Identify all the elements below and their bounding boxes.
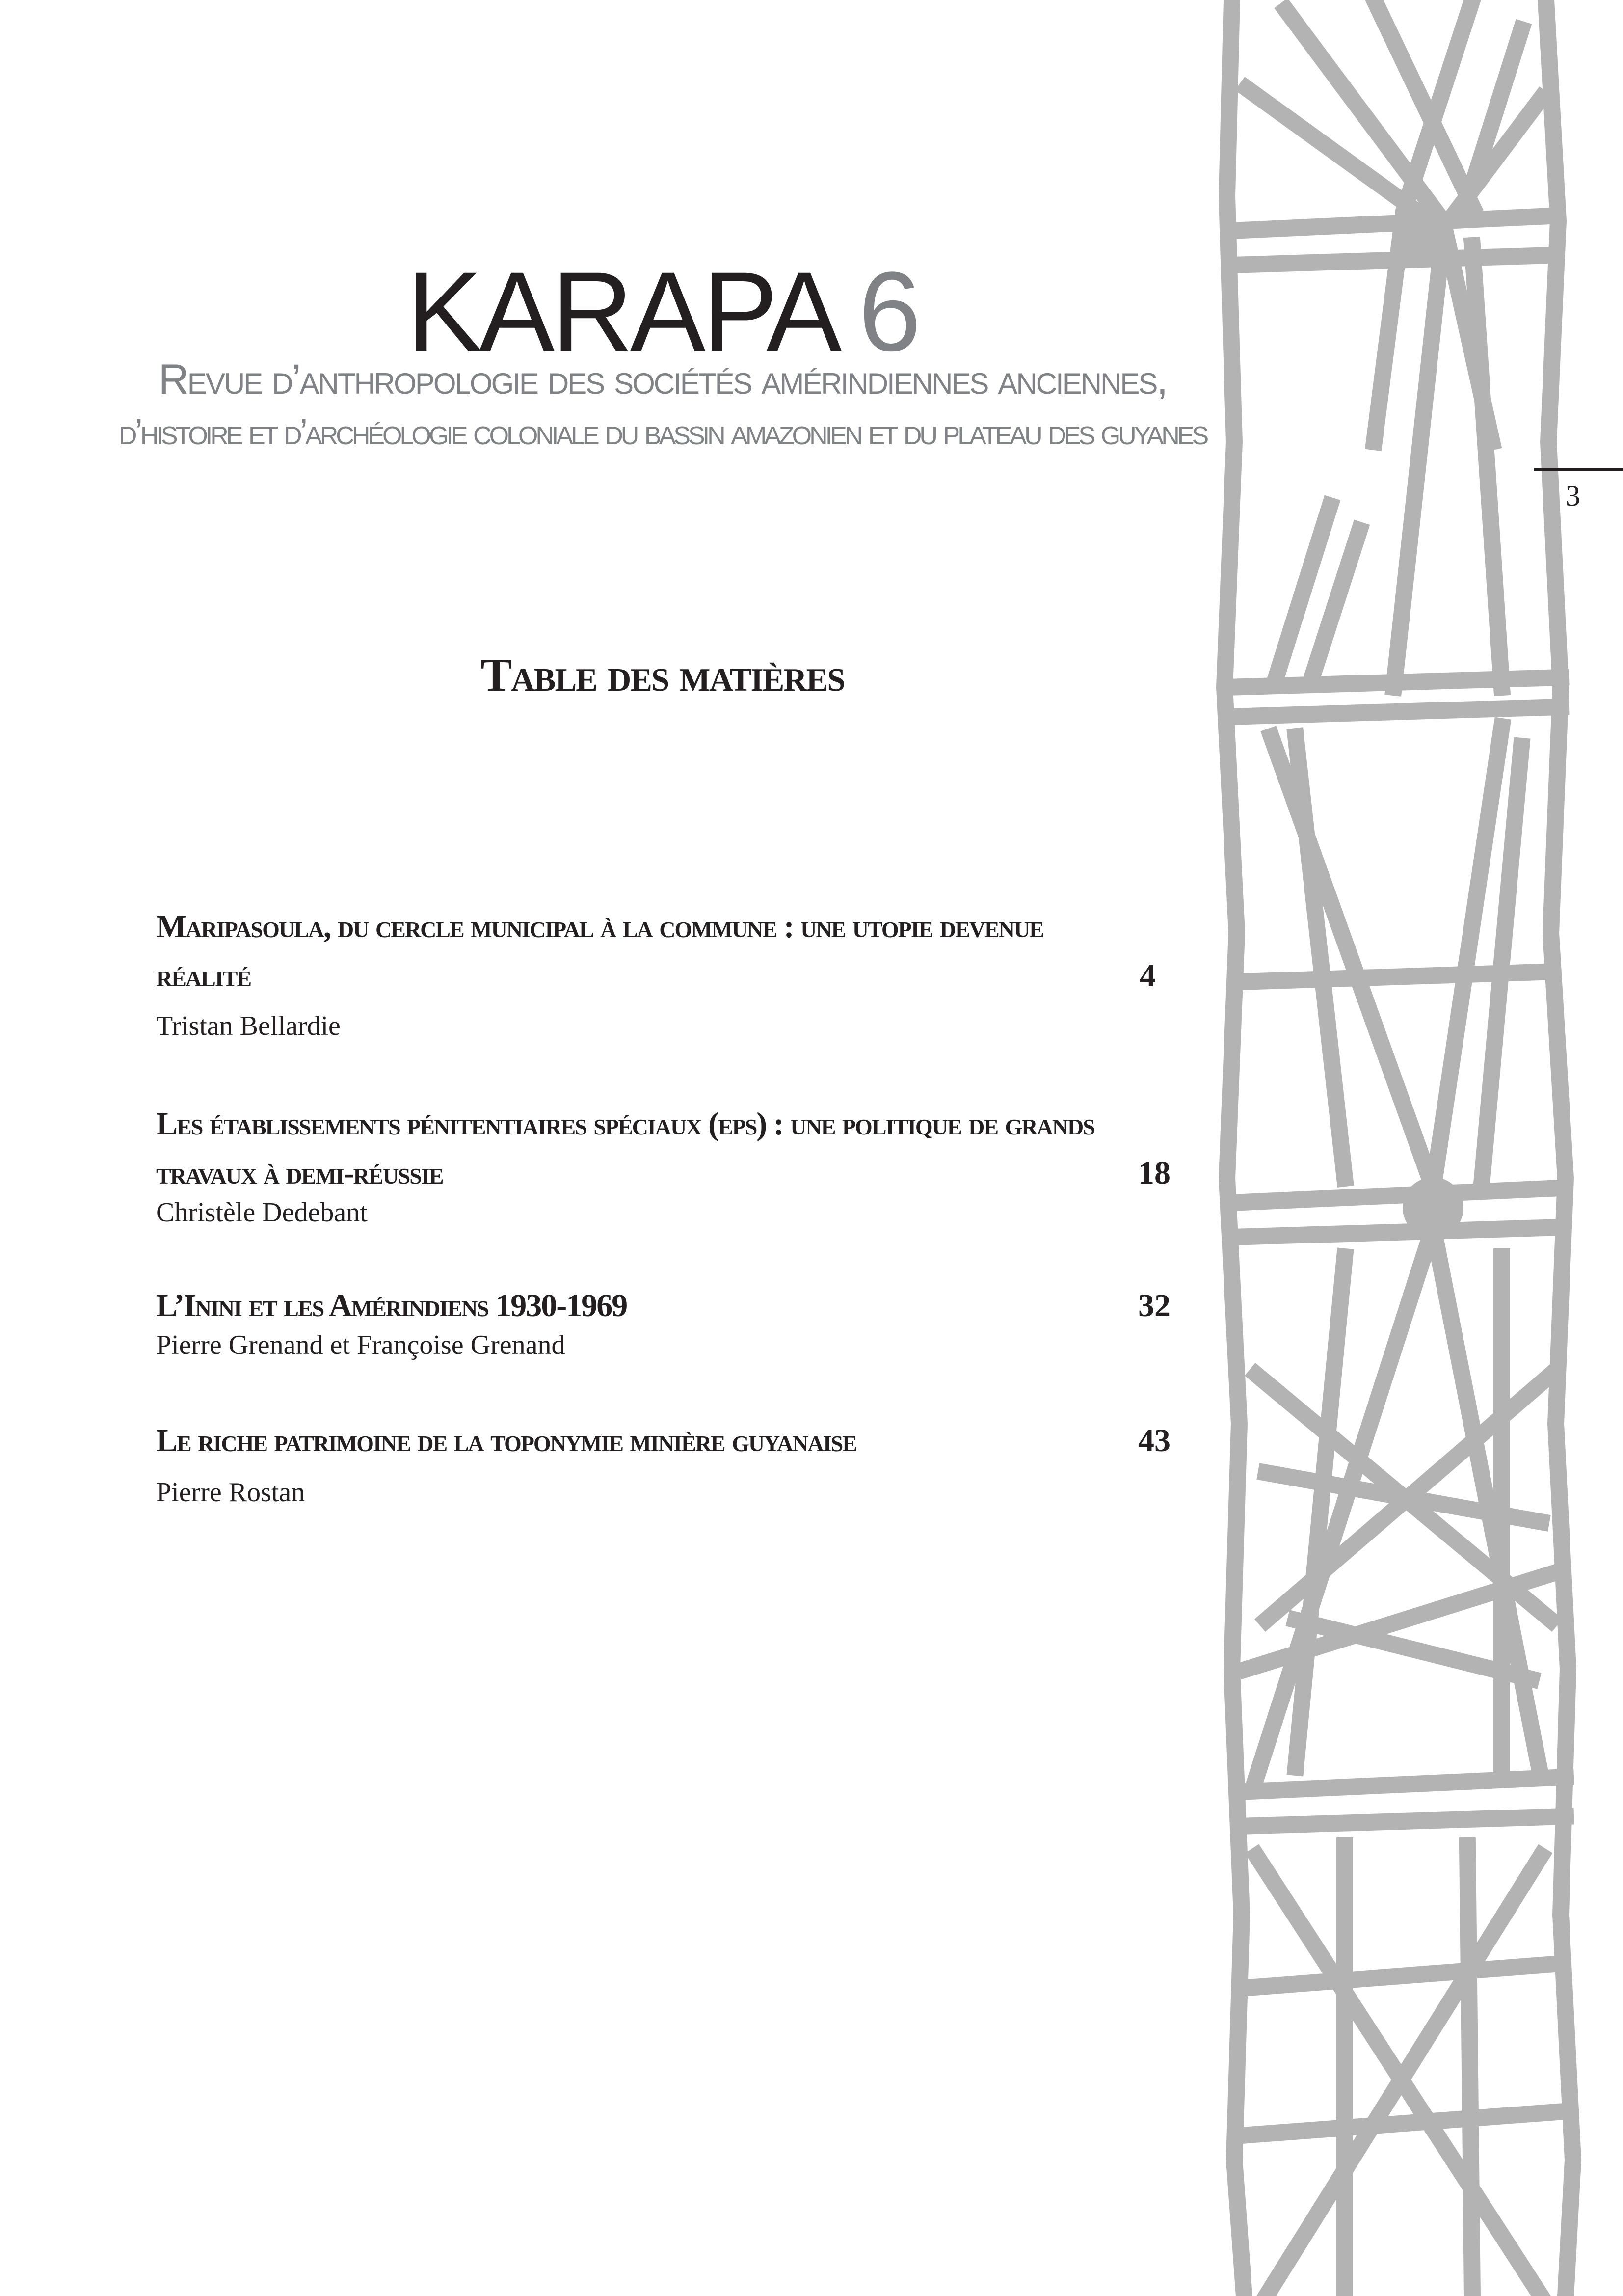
toc-entry-title-continued[interactable]: réalité [156, 958, 251, 994]
toc-entry-page[interactable]: 32 [1138, 1288, 1171, 1324]
journal-subtitle-line-2: d’histoire et d’archéologie coloniale du bassin amazonien et du plateau des guyanes [118, 411, 1207, 452]
masthead [0, 248, 1325, 375]
toc-entry-page[interactable]: 43 [1138, 1423, 1171, 1459]
toc-heading: Table des matières [480, 648, 845, 701]
toc-entry-page[interactable]: 4 [1140, 958, 1156, 994]
toc-entry-author: Tristan Bellardie [156, 1011, 341, 1041]
pole-knot-upper [1395, 202, 1452, 259]
page-number: 3 [1566, 480, 1580, 512]
toc-entry-page[interactable]: 18 [1138, 1155, 1171, 1191]
toc-entry-title[interactable]: Le riche patrimoine de la toponymie minière guyanaise [156, 1423, 856, 1459]
journal-title [0, 248, 1325, 375]
journal-name: KARAPA [407, 248, 839, 375]
toc-entry-title[interactable]: Les établissements pénitentiaires spéciaux (eps) : une politique de grands [156, 1106, 1094, 1142]
journal-subtitle-line-1: Revue d’anthropologie des sociétés amérindiennes anciennes, [158, 356, 1167, 403]
toc-entry-author: Christèle Dedebant [156, 1197, 368, 1228]
toc-entry-title[interactable]: Maripasoula, du cercle municipal à la commune : une utopie devenue [156, 909, 1043, 945]
pole-knot-middle [1403, 1177, 1463, 1238]
toc-entry-author: Pierre Rostan [156, 1477, 305, 1508]
journal-issue: 6 [858, 248, 918, 375]
toc-entry-title-continued[interactable]: travaux à demi-réussie [156, 1155, 443, 1191]
toc-entry-author: Pierre Grenand et Françoise Grenand [156, 1330, 565, 1360]
page-number-rule [1534, 468, 1623, 471]
toc-entry-title[interactable]: L’Inini et les Amérindiens 1930-1969 [156, 1288, 627, 1324]
